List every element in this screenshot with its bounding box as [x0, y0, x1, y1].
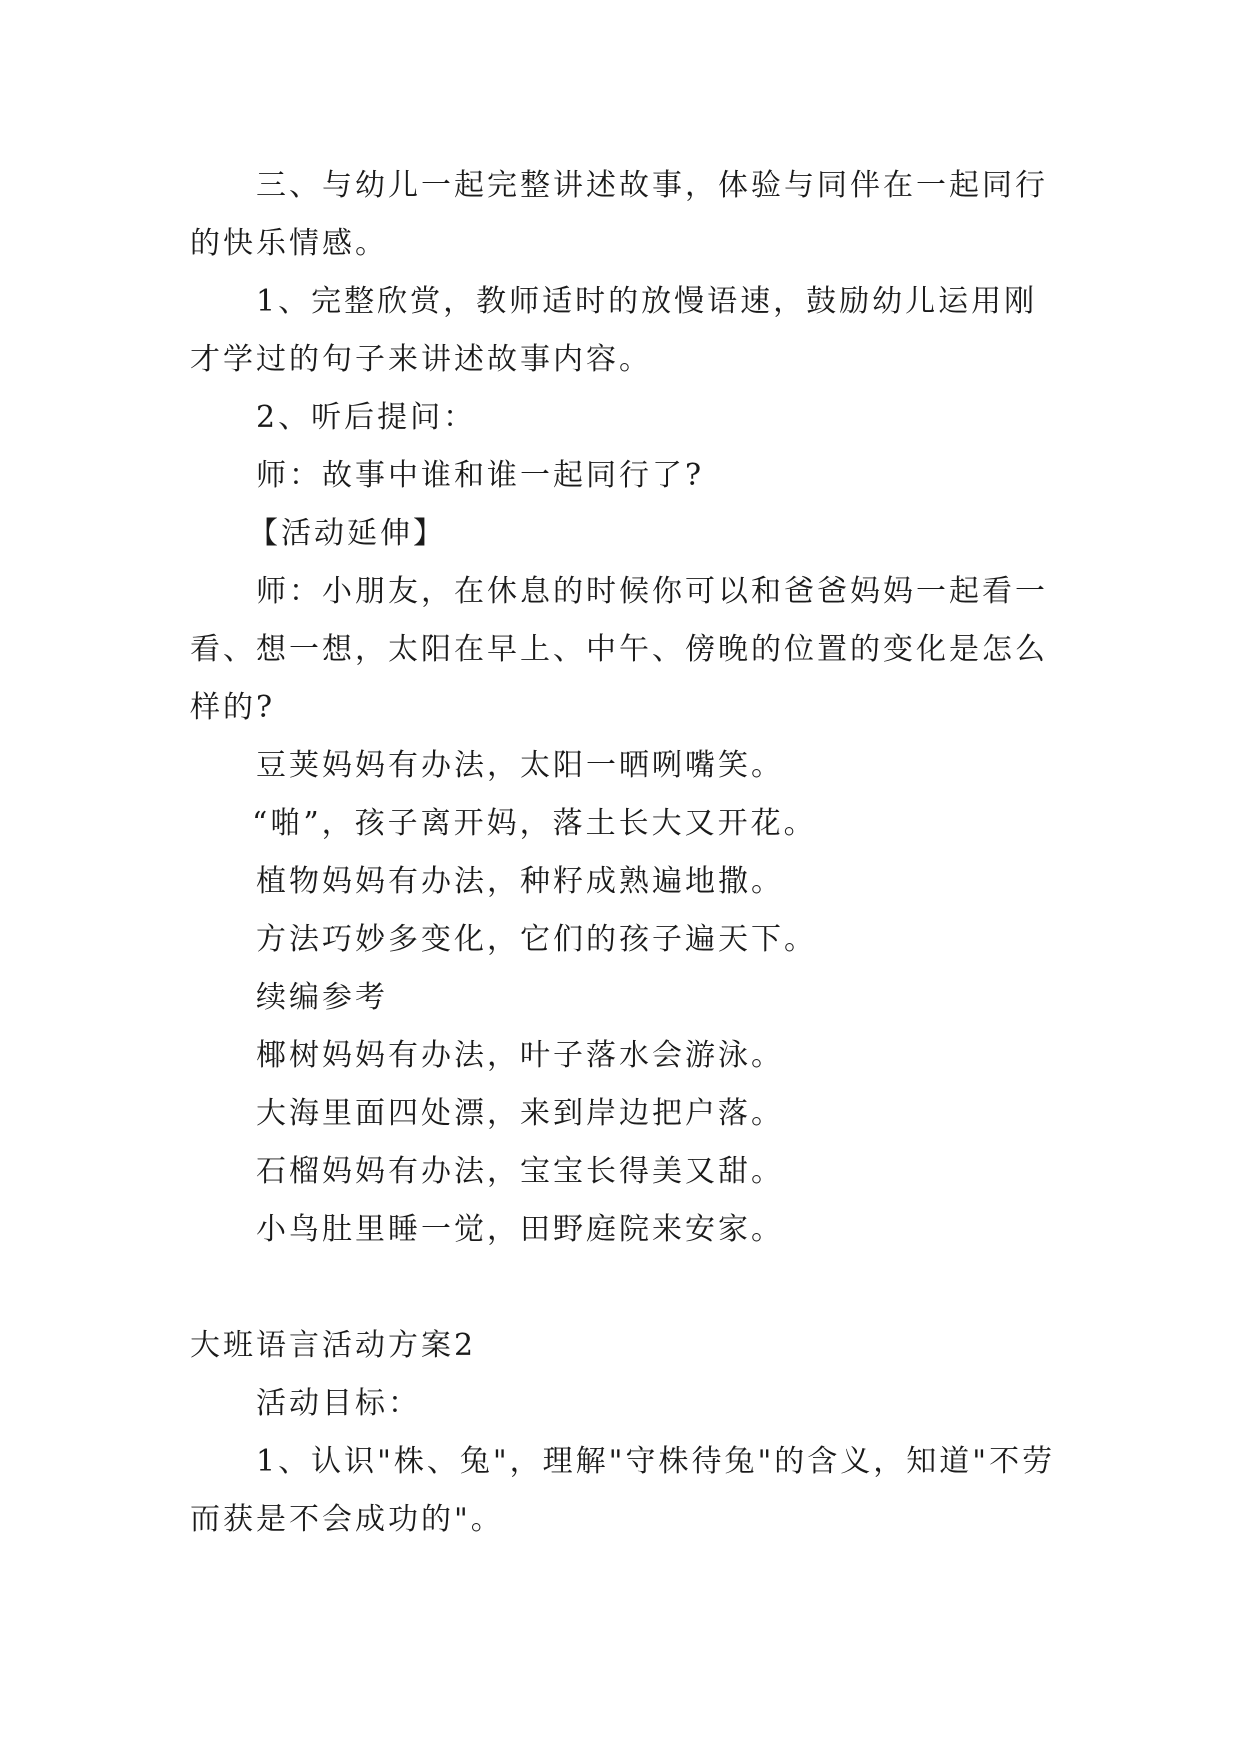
paragraph-line: 活动目标：: [256, 1386, 421, 1421]
paragraph-line: 的快乐情感。: [190, 226, 388, 261]
section-title: 大班语言活动方案2: [190, 1328, 477, 1363]
subheading: 续编参考: [256, 980, 388, 1015]
paragraph-line: 看、想一想，太阳在早上、中午、傍晚的位置的变化是怎么: [190, 632, 1048, 667]
paragraph-line: 2、听后提问：: [256, 400, 477, 435]
paragraph-line: 样的?: [190, 690, 276, 725]
paragraph-line: 才学过的句子来讲述故事内容。: [190, 342, 652, 377]
poem-line: 大海里面四处漂，来到岸边把户落。: [256, 1096, 784, 1131]
paragraph-line: 师：故事中谁和谁一起同行了?: [256, 458, 705, 493]
paragraph-line: 三、与幼儿一起完整讲述故事，体验与同伴在一起同行: [256, 168, 1048, 203]
poem-line: 方法巧妙多变化，它们的孩子遍天下。: [256, 922, 817, 957]
paragraph-line: 而获是不会成功的"。: [190, 1502, 504, 1537]
poem-line: 豆荚妈妈有办法，太阳一晒咧嘴笑。: [256, 748, 784, 783]
poem-line: “啪”，孩子离开妈，落土长大又开花。: [252, 806, 817, 841]
section-heading: 【活动延伸】: [248, 516, 446, 551]
poem-line: 石榴妈妈有办法，宝宝长得美又甜。: [256, 1154, 784, 1189]
paragraph-line: 1、认识"株、兔"，理解"守株待兔"的含义，知道"不劳: [256, 1444, 1056, 1479]
paragraph-line: 师：小朋友，在休息的时候你可以和爸爸妈妈一起看一: [256, 574, 1048, 609]
poem-line: 椰树妈妈有办法，叶子落水会游泳。: [256, 1038, 784, 1073]
poem-line: 植物妈妈有办法，种籽成熟遍地撒。: [256, 864, 784, 899]
paragraph-line: 1、完整欣赏，教师适时的放慢语速，鼓励幼儿运用刚: [256, 284, 1038, 319]
poem-line: 小鸟肚里睡一觉，田野庭院来安家。: [256, 1212, 784, 1247]
